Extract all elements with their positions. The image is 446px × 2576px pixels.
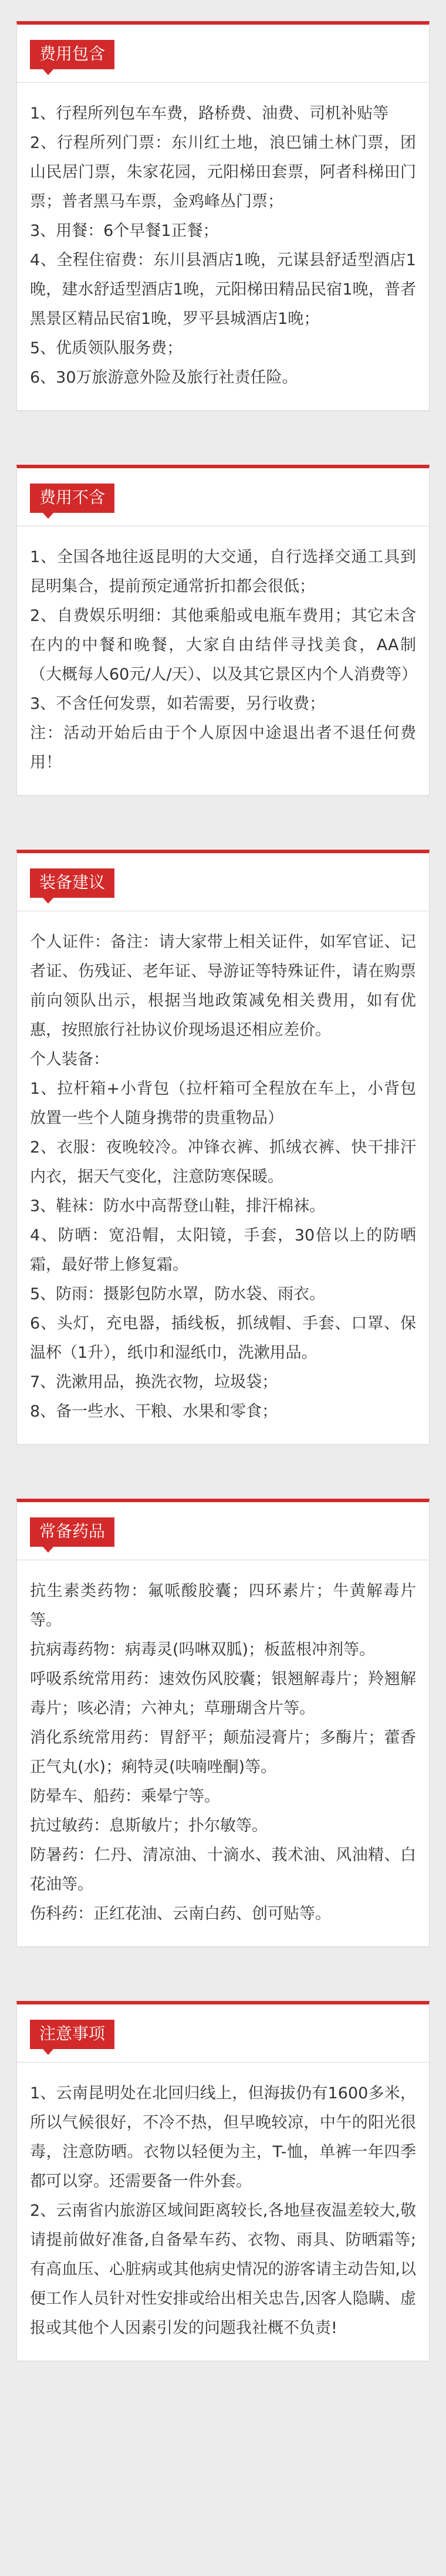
section-line: 2、云南省内旅游区域间距离较长,各地昼夜温差较大,敬请提前做好准备,自备晕车药、衣物、雨具、防晒霜等;有高血压、心脏病或其他病史情况的游客请主动告知,以便工作人员针对性安排或给出相关忠告,因客人隐瞒、虚报或其他个人因素引发的问题我社概不负责! — [30, 2202, 416, 2337]
section-line: 2、自费娱乐明细：其他乘船或电瓶车费用；其它未含在内的中餐和晚餐，大家自由结伴寻找美食，AA制（大概每人60元/人/天）、以及其它景区内个人消费等） — [30, 607, 418, 684]
section-line: 3、不含任何发票，如若需要，另行收费； — [30, 695, 326, 713]
section-line: 5、优质领队服务费； — [30, 339, 183, 357]
section-line: 抗生素类药物：氟哌酸胶囊；四环素片；牛黄解毒片等。 — [30, 1582, 416, 1630]
section-line: 2、行程所列门票：东川红土地，浪巴铺土林门票，团山民居门票，朱家花园，元阳梯田套票，阿者科梯田门票；普者黑马车票，金鸡峰丛门票； — [30, 134, 416, 211]
section-title: 装备建议 — [30, 868, 114, 898]
section-line: 8、备一些水、干粮、水果和零食； — [30, 1402, 278, 1421]
section-line: 2、衣服：夜晚较冷。冲锋衣裤、抓绒衣裤、快干排汗内衣，据天气变化，注意防寒保暖。 — [30, 1138, 416, 1186]
section-card — [16, 465, 430, 796]
section-title: 常备药品 — [30, 1517, 114, 1547]
section-line: 抗病毒药物：病毒灵(吗啉双胍)；板蓝根冲剂等。 — [30, 1641, 376, 1659]
section-title: 费用不含 — [30, 484, 114, 513]
section-line: 呼吸系统常用药：速效伤风胶囊；银翘解毒片；羚翘解毒片；咳必清；六神丸；草珊瑚含片等。 — [30, 1670, 416, 1718]
section-line: 1、全国各地往返昆明的大交通，自行选择交通工具到昆明集合，提前预定通常折扣都会很低； — [30, 548, 416, 596]
section-line: 防暑药：仁丹、清凉油、十滴水、莪术油、风油精、白花油等。 — [30, 1846, 416, 1894]
section-title: 注意事项 — [30, 2020, 114, 2049]
section-line: 1、行程所列包车车费，路桥费、油费、司机补贴等 — [30, 104, 389, 123]
section-line: 4、全程住宿费：东川县酒店1晚，元谋县舒适型酒店1晚，建水舒适型酒店1晚，元阳梯田精品民宿1晚，普者黑景区精品民宿1晚，罗平县城酒店1晚； — [30, 251, 416, 328]
section-line: 5、防雨：摄影包防水罩，防水袋、雨衣。 — [30, 1285, 326, 1303]
section-body — [17, 1560, 429, 1946]
section-line: 消化系统常用药：胃舒平；颠茄浸膏片；多酶片；藿香正气丸(水)；痢特灵(呋喃唑酮)等。 — [30, 1729, 416, 1776]
section-line: 个人证件：备注：请大家带上相关证件，如军官证、记者证、伤残证、老年证、导游证等特殊证件，请在购票前向领队出示，根据当地政策减免相关费用，如有优惠，按照旅行社协议价现场退还相应差价。 — [30, 933, 416, 1039]
section-line: 抗过敏药：息斯敏片；扑尔敏等。 — [30, 1817, 268, 1835]
section-line: 6、头灯，充电器，插线板，抓绒帽、手套、口罩、保温杯（1升），纸巾和湿纸巾，洗漱用品。 — [30, 1314, 416, 1362]
section-card — [16, 1499, 430, 1947]
section-body — [17, 83, 429, 410]
section-card — [16, 850, 430, 1445]
section-header — [17, 1502, 429, 1560]
section-header — [17, 468, 429, 526]
section-body — [17, 911, 429, 1444]
section-header — [17, 853, 429, 911]
section-line: 7、洗漱用品，换洗衣物，垃圾袋； — [30, 1373, 278, 1391]
section-line: 4、防晒：宽沿帽，太阳镜，手套，30倍以上的防晒霜，最好带上修复霜。 — [30, 1226, 416, 1274]
section-title: 费用包含 — [30, 40, 114, 69]
section-card — [16, 21, 430, 411]
section-line: 6、30万旅游意外险及旅行社责任险。 — [30, 369, 298, 387]
section-body — [17, 2063, 429, 2361]
section-line: 3、用餐：6个早餐1正餐； — [30, 222, 219, 240]
section-line: 个人装备： — [30, 1050, 109, 1069]
section-card — [16, 2001, 430, 2361]
section-body — [17, 526, 429, 795]
section-line: 1、拉杆箱+小背包（拉杆箱可全程放在车上，小背包放置一些个人随身携带的贵重物品） — [30, 1080, 416, 1127]
section-line: 伤科药：正红花油、云南白药、创可贴等。 — [30, 1905, 331, 1923]
section-header — [17, 25, 429, 82]
section-line: 3、鞋袜：防水中高帮登山鞋，排汗棉袜。 — [30, 1197, 326, 1215]
section-line: 1、云南昆明处在北回归线上，但海拔仍有1600多米，所以气候很好，不冷不热，但早晚较凉，中午的阳光很毒，注意防晒。衣物以轻便为主，T-恤，单裤一年四季都可以穿。还需要备一件外套。 — [30, 2084, 416, 2190]
section-header — [17, 2004, 429, 2062]
section-line: 防晕车、船药：乘晕宁等。 — [30, 1787, 220, 1806]
section-line: 注：活动开始后由于个人原因中途退出者不退任何费用！ — [30, 724, 416, 772]
